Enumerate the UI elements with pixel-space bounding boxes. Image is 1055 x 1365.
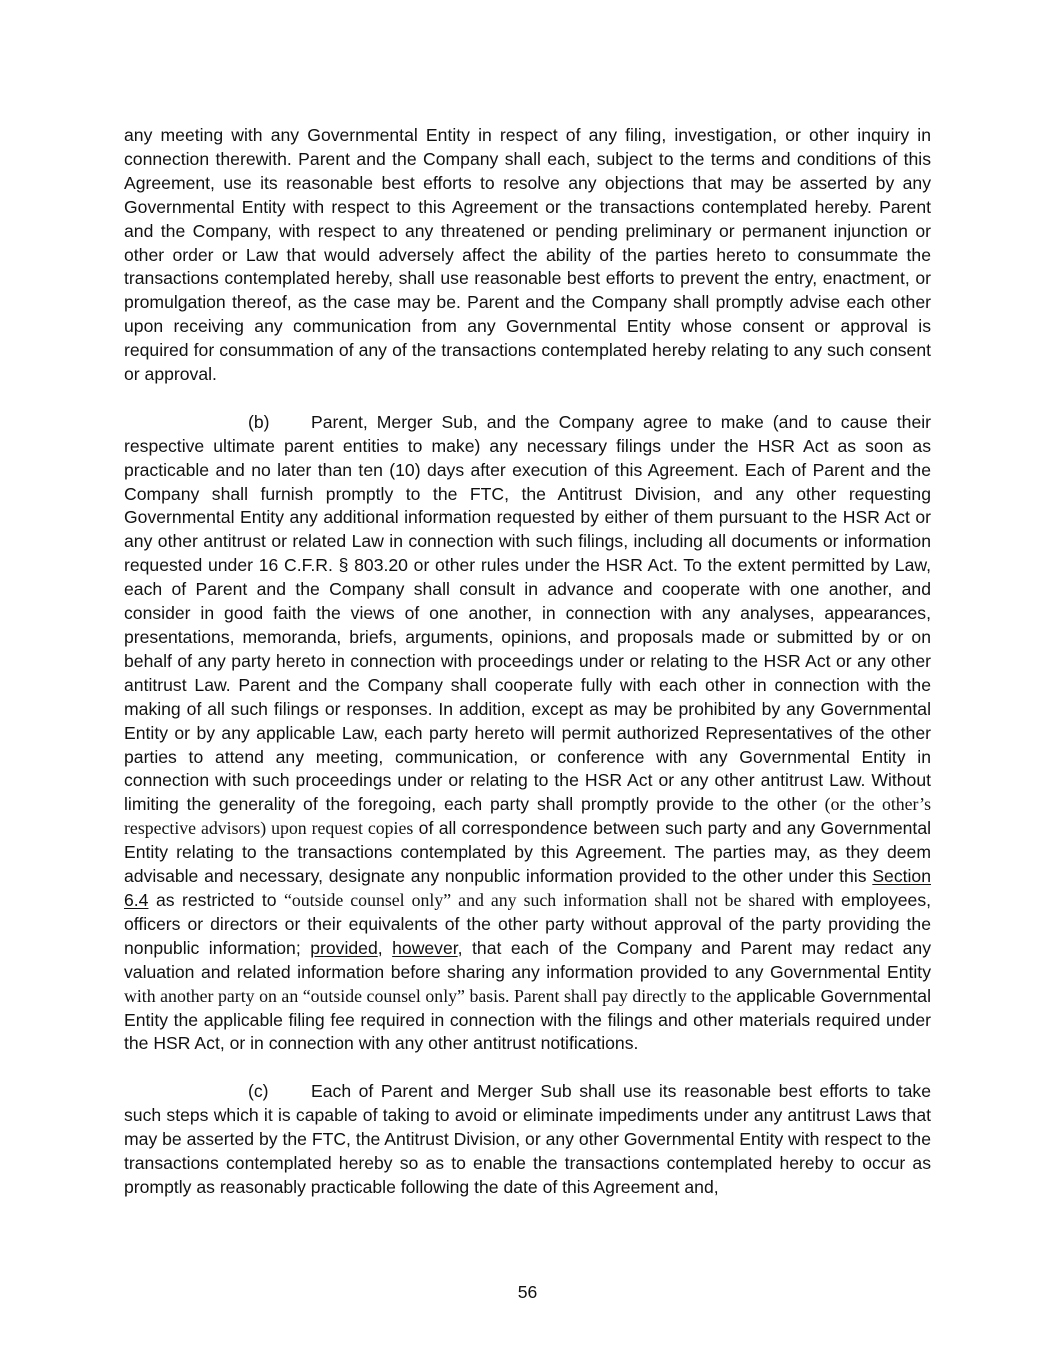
page-number: 56 xyxy=(517,1282,538,1302)
paragraph-b-text-5: “outside counsel only” and any such information shall not be shared xyxy=(284,889,795,910)
paragraph-b-text-7: , that each of the Company and Parent may redact any valuation and related information before sharing any information provided to any Governmental Entity xyxy=(124,937,932,982)
paragraph-b-text-9: applicable Governmental Entity the applicable filing fee required in connection with the filings and other materials required under the HSR Act, or in connection with any other antitrust notifications. xyxy=(124,985,932,1054)
however-term: however xyxy=(392,937,458,958)
paragraph-c-marker: (c) xyxy=(248,1081,269,1102)
document-page xyxy=(124,124,931,1200)
paragraph-b-text-6: with employees, officers or directors or their equivalents of the other party without approval of the party providing the nonpublic information; xyxy=(124,889,932,958)
provided-comma: , xyxy=(377,937,383,958)
paragraph-b-text-2: (or the other’s respective advisors) upon request copies xyxy=(124,794,932,839)
paragraph-b-text-4: as restricted to xyxy=(155,889,277,910)
paragraph-b-text-1: Parent, Merger Sub, and the Company agree to make (and to cause their respective ultimate parent entities to make) any necessary filings under the HSR Act as soon as practicable and no later than ten (10) days after execution of this Agreement. Each of Parent and the Company shall furnish promptly to the FTC, the Antitrust Division, and any other requesting Governmental Entity any additional information requested by either of them pursuant to the HSR Act or any other antitrust or related Law in connection with such filings, including all documents or information requested under 16 C.F.R. § 803.20 or other rules under the HSR Act. To the extent permitted by Law, each of Parent and the Company shall consult in advance and cooperate with one another, and consider in good faith the views of one another, in connection with any analyses, appearances, presentations, memoranda, briefs, arguments, opinions, and proposals made or submitted by or on behalf of any party hereto in connection with proceedings under or relating to the HSR Act or any other antitrust Law. Parent and the Company shall cooperate fully with each other in connection with the making of all such filings or responses. In addition, except as may be prohibited by any Governmental Entity or by any applicable Law, each party hereto will permit authorized Representatives of the other parties to attend any meeting, communication, or conference with any Governmental Entity in connection with such proceedings under or relating to the HSR Act or any other antitrust Law. Without limiting the generality of the foregoing, each party shall promptly provide to the other xyxy=(124,411,931,815)
paragraph-a-text: any meeting with any Governmental Entity in respect of any filing, investigation, or other inquiry in connection therewith. Parent and the Company shall each, subject to the terms and conditions of this Agreement, use its reasonable best efforts to resolve any objections that may be asserted by any Governmental Entity with respect to this Agreement or the transactions contemplated hereby. Parent and the Company, with respect to any threatened or pending preliminary or permanent injunction or other order or Law that would adversely affect the ability of the parties hereto to consummate the transactions contemplated hereby, shall use reasonable best efforts to prevent the entry, enactment, or promulgation thereof, as the case may be. Parent and the Company shall promptly advise each other upon receiving any communication from any Governmental Entity whose consent or approval is required for consummation of any of the transactions contemplated hereby relating to any such consent or approval. xyxy=(124,125,931,385)
paragraph-c-text: Each of Parent and Merger Sub shall use its reasonable best efforts to take such steps which it is capable of taking to avoid or eliminate impediments under any antitrust Laws that may be asserted by the FTC, the Antitrust Division, or any other Governmental Entity with respect to the transactions contemplated hereby so as to enable the transactions contemplated hereby to occur as promptly as reasonably practicable following the date of this Agreement and, xyxy=(124,1081,931,1197)
paragraph-b-text-3: of all correspondence between such party and any Governmental Entity relating to the transactions contemplated by this Agreement. The parties may, as they deem advisable and necessary, designate any nonpublic information provided to the other under this xyxy=(124,818,932,887)
paragraph-b xyxy=(124,411,931,1056)
paragraph-a-continued xyxy=(124,124,931,387)
section-reference: Section 6.4 xyxy=(124,866,931,910)
provided-term: provided xyxy=(310,937,378,958)
paragraph-b-marker: (b) xyxy=(248,411,270,432)
paragraph-b-text-8: with another party on an “outside counsel only” basis. Parent shall pay directly to the xyxy=(124,985,732,1006)
paragraph-c xyxy=(124,1080,931,1200)
